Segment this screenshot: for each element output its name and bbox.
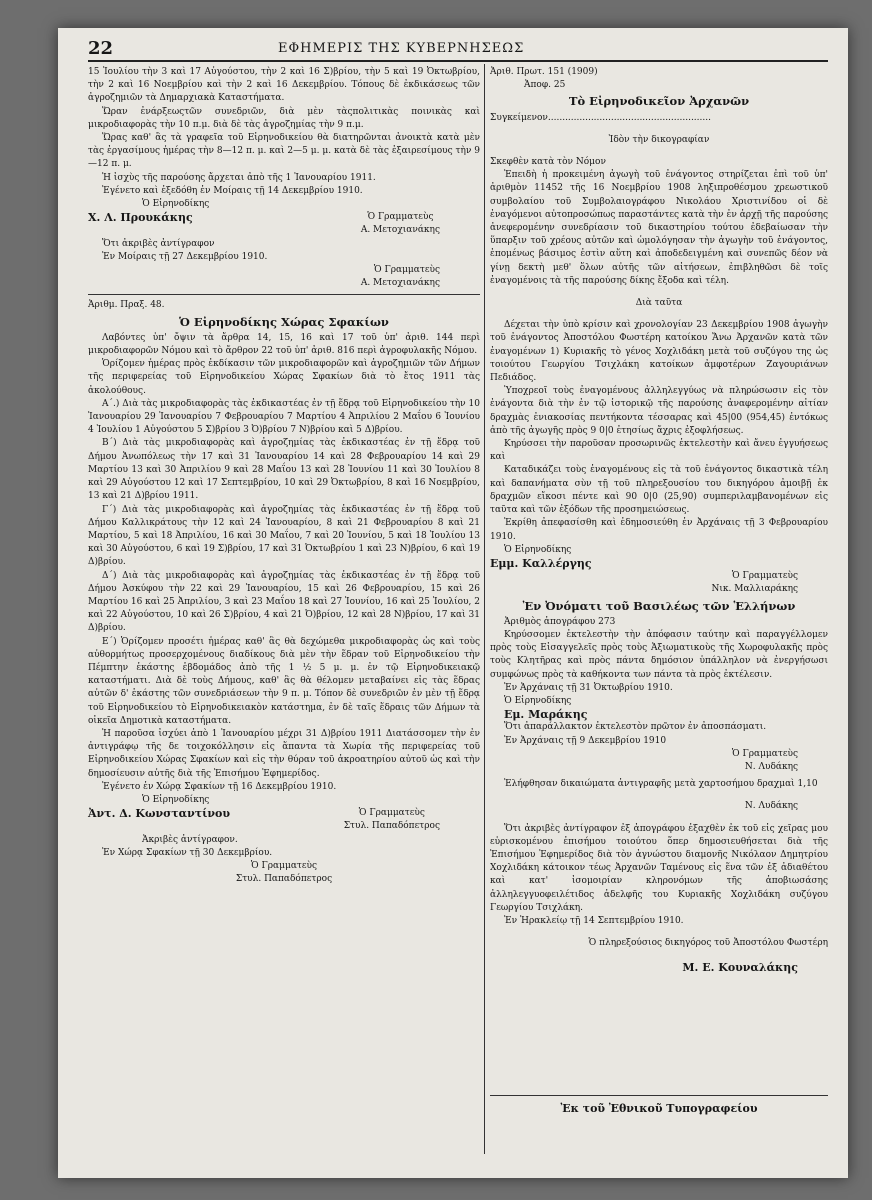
- seen-line: Ἰδὸν τὴν δικογραφίαν: [608, 134, 710, 145]
- stamp-note: Ἐλήφθησαν δικαιώματα ἀντιγραφῆς μετὰ χαρτοσήμου δραχμαὶ 1,10: [504, 779, 818, 790]
- paragraph: Ἡ παροῦσα ἰσχύει ἀπὸ 1 Ἰανουαρίου μέχρι 31 Δ)βρίου 1911 Διατάσσομεν τὴν ἐν ἀντιγράφῳ τῆς δε τοιχοκόλλησιν εἰς ἅπαντα τὰ Χωρία τῆς περιφερείας τοῦ Εἰρηνοδικείου Χώρας Σφακίων καὶ εἰς τὴν θύραν τοῦ ἀκροατηρίου αὐτοῦ ὡς καὶ τὴν δημοσίευσιν αὐτῆς διὰ τῆς Ἐπισήμου Ἐφημερίδος.: [88, 728, 480, 779]
- composed-line: Συγκείμενον.........................................................: [490, 112, 711, 123]
- secretary-block: [344, 807, 480, 833]
- secretary-label: Ὁ Γραμματεὺς: [250, 860, 318, 871]
- printer-footer: Ἐκ τοῦ Ἐθνικοῦ Τυπογραφείου: [490, 1095, 828, 1115]
- secretary-label: Ὁ Γραμματεὺς: [373, 265, 440, 276]
- judge-signature: Χ. Λ. Προυκάκης: [88, 211, 193, 225]
- secretary-block: [361, 211, 480, 237]
- for-these-heading: Διὰ ταῦτα: [635, 298, 683, 309]
- moires-decree: [88, 66, 480, 290]
- secretary-label: Ὁ Γραμματεὺς: [367, 212, 434, 223]
- execution-date: Ἐν Ἀρχάναις τῇ 31 Ὀκτωβρίου 1910.: [504, 682, 673, 693]
- copy-date: Ἐν Ἀρχάναις τῇ 9 Δεκεμβρίου 1910: [504, 735, 667, 746]
- paragraph: Ε΄) Ὁρίζομεν προσέτι ἡμέρας καθ' ἃς θὰ δεχώμεθα μικροδιαφορὰς ὡς καὶ τοὺς αὐθορμήτως προσερχομένους διαδίκους διὰ μὲν τὴν ἕδραν τοῦ Εἰρηνοδικείου τὴν Πέμπτην ἑκάστης ἑβδομάδος ἀπὸ τῆς 1 ½ 5 μ. μ. ἐν τῷ Εἰρηνοδικειακῷ καταστήματι. Διὰ δὲ τοὺς Δήμους, καθ' ἃς θὰ θέλομεν μεταβαίνει εἰς τὰς ἕδρας αὐτῶν δ' ἑκάστης τῶν συνεδριάσεων τὴν 9 π. μ. Τόπον δὲ συνεδριῶν ἐν μὲν τῇ ἕδρᾳ τοῦ Εἰρηνοδικείου τὸ Εἰρηνοδικειακὸν κατάστημα, ἐν δὲ ταῖς ἕδραις τῶν Δήμων τὰ οἰκεῖα Δημοτικὰ καταστήματα.: [88, 636, 480, 726]
- secretary-block: [490, 748, 828, 774]
- secretary-name: Στυλ. Παπαδόπετρος: [235, 874, 333, 885]
- left-column: [88, 66, 480, 886]
- secretary-name: Στυλ. Παπαδόπετρος: [343, 821, 440, 832]
- ruling-number: Ἀποφ. 25: [524, 80, 566, 91]
- judge-signature: Εμ. Μαράκης: [504, 708, 588, 722]
- judge-signature: Εμμ. Καλλέργης: [490, 556, 592, 570]
- attorney-label: Ὁ πληρεξούσιος δικηγόρος τοῦ Ἀποστόλου Φωστέρη: [588, 938, 828, 949]
- judge-signature: Ἀντ. Δ. Κωνσταντίνου: [88, 807, 231, 821]
- ruling-paragraph: Κηρύσσει τὴν παροῦσαν προσωρινῶς ἐκτελεστὴν καὶ ἄνευ ἐγγυήσεως καὶ: [490, 439, 828, 463]
- final-date: Ἐν Ἡρακλείῳ τῇ 14 Σεπτεμβρίου 1910.: [504, 915, 684, 926]
- act-number: Ἀριθμ. Πραξ. 48.: [88, 300, 165, 311]
- secretary-name: Α. Μετοχιανάκης: [360, 278, 440, 289]
- final-paragraph: Ὅτι ἀκριβὲς ἀντίγραφον ἐξ ἀπογράφου ἐξαχθὲν ἐκ τοῦ εἰς χεῖρας μου εὑρισκομένου ἐπισήμου τοιούτου ὅπερ δημοσιευθήσεται διὰ τῆς Ἐπισήμου Ἐφημερίδος διὰ τὸν ἀγνώστου διαμονῆς Νικόλαον Δημητρίου Χοχλιδάκη κάτοικον τέως Ἀρχανῶν Ταμένους εἰς ἕνα τῶν ἐξ ἀδιαθέτου καὶ κατ' ἰσομοιρίαν κληρονόμων τῆς ἀποβιωσάσης ἀλληλεγγυοφειλέτιδος ἀδελφῆς του Κυριακῆς Χοχλιδάκη συζύγου Γεωργίου Τσιχλάκη.: [490, 823, 828, 913]
- right-column: [490, 66, 828, 1115]
- copy-note: Ὅτι ἀπαράλλακτον ἐκτελεστὸν πρῶτον ἐν ἀποσπάσματι.: [504, 722, 767, 733]
- king-heading: Ἐν Ὀνόματι τοῦ Βασιλέως τῶν Ἑλλήνων: [522, 598, 796, 613]
- paragraph: Ἡ ἰσχὺς τῆς παρούσης ἄρχεται ἀπὸ τῆς 1 Ἰανουαρίου 1911.: [102, 172, 376, 183]
- paragraph: Ὁρίζομεν ἡμέρας πρὸς ἐκδίκασιν τῶν μικροδιαφορῶν καὶ ἀγροζημιῶν τῶν Δήμων τῆς περιφερείας τοῦ Εἰρηνοδικείου Χώρας Σφακίων διὰ τὸ ἔτος 1911 τὰς ἀκολούθους.: [88, 359, 480, 396]
- reasoning-paragraph: Ἐπειδὴ ἡ προκειμένη ἀγωγὴ τοῦ ἐνάγοντος στηρίζεται ἐπὶ τοῦ ὑπ' ἀριθμὸν 11452 τῆς 16 Νοεμβρίου 1908 ληξιπροθέσμου χρεωστικοῦ συμβολαίου τοῦ Συμβολαιογράφου Νικολάου Χριστινίδου οἱ δὲ ἐναγόμενοι αὐτοπροσώπως παραστάντες κατὰ τὴν ἐν ἀρχῇ τῆς παρούσης ἀνεφερομένην συνεδρίασιν τοῦ δικαστηρίου τούτου ἐδεβαίωσαν τὴν ὕπαρξιν τοῦ χρέους αὐτῶν καὶ ὡμολόγησαν τὴν ἀγωγὴν τοῦ ἐνάγοντος, ἑπομένως βάσιμος ἐστὶν αὕτη καὶ ἀποδεδειγμένη καὶ συνεπῶς δέον νὰ γίνῃ δεκτὴ μεθ' ὅλων αὐτῆς τῶν αἰτήσεων, ἐπιβληθῶσι δὲ τοῖς ἐναγομένοις τὰ τῆς παρούσης δίκης ἔξοδα καὶ τέλη.: [490, 170, 828, 286]
- judge-label: Ὁ Εἰρηνοδίκης: [504, 695, 572, 706]
- secretary-label: Ὁ Γραμματεὺς: [731, 571, 798, 582]
- secretary-name: Νικ. Μαλλιαράκης: [711, 584, 798, 595]
- paragraph: 15 Ἰουλίου τὴν 3 καὶ 17 Αὐγούστου, τὴν 2 καὶ 16 Σ)βρίου, τὴν 5 καὶ 19 Ὀκτωβρίου, τὴν 2 καὶ 16 Νοεμβρίου καὶ τὴν 2 καὶ 16 Δεκεμβρίου. Τόπους δὲ ἐκδικάσεως τῶν ἀγροζημιῶν τὰ Δημαρχιακὰ Καταστήματα.: [88, 67, 480, 104]
- ruling-paragraph: Ὑποχρεοῖ τοὺς ἐναγομένους ἀλληλεγγύως νὰ πληρώσωσιν εἰς τὸν ἐνάγοντα διὰ τὴν ἐν τῷ ἱστορικῷ τῆς παρούσης ἀναφερομένην αἰτίαν δραχμὰς ἐνιακοσίας πεντήκοντα τέσσαρας καὶ 45|00 (954,45) ἐντόκως ἀπὸ τῆς ἀγωγῆς πρὸς 9 0|0 ἐτησίως ἄχρις ἐξοφλήσεως.: [490, 386, 828, 436]
- decree-heading: Ὁ Εἰρηνοδίκης Χώρας Σφακίων: [179, 314, 389, 329]
- paragraph: Γ΄) Διὰ τὰς μικροδιαφορὰς καὶ ἀγροζημίας τὰς ἐκδικαστέας ἐν τῇ ἕδρᾳ τοῦ Δήμου Καλλικράτους τὴν 12 καὶ 24 Ἰανουαρίου, 8 καὶ 21 Φεβρουαρίου 8 καὶ 21 Μαρτίου, 5 καὶ 18 Ἀπριλίου, 16 καὶ 30 Μαΐου, 7 καὶ 20 Ἰουνίου, 5 καὶ 18 Ἰουλίου 13 καὶ 30 Αὐγούστου, 6 καὶ 19 Σ)βρίου, 17 καὶ 31 Ὀκτωβρίου 1 καὶ 23 Ν)βρίου, 6 καὶ 19 Δ)βρίου.: [88, 504, 480, 568]
- paragraph: Λαβόντες ὑπ' ὄψιν τὰ ἄρθρα 14, 15, 16 καὶ 17 τοῦ ὑπ' ἀριθ. 144 περὶ μικροδιαφορῶν Νόμου καὶ τὸ ἄρθρον 22 τοῦ ὑπ' ἀριθ. 816 περὶ ἀγροφυλακῆς Νόμου.: [88, 332, 480, 357]
- ruling-paragraph: Καταδικάζει τοὺς ἐναγομένους εἰς τὰ τοῦ ἐνάγοντος δικαστικὰ τέλη καὶ δαπανήματα σὺν τῇ τοῦ πληρεξουσίου του δικηγόρου ἀμοιβῇ ἐκ δραχμῶν εἴκοσι πέντε καὶ 90 0|0 (25,90) συμπεριλαμβανομένων εἰς ταῦτα καὶ τῶν ἐξόδων τῆς προσημειώσεως.: [490, 465, 828, 516]
- paragraph: Ἐγένετο καὶ ἐξεδόθη ἐν Μοίραις τῇ 14 Δεκεμβρίου 1910.: [102, 185, 363, 196]
- secretary-block: [490, 570, 828, 596]
- stamp-signature: Ν. Λυδάκης: [744, 801, 798, 812]
- signature-row: [88, 211, 480, 237]
- secretary-block: [88, 264, 480, 290]
- paragraph: Ἐγένετο ἐν Χώρᾳ Σφακίων τῇ 16 Δεκεμβρίου 1910.: [102, 781, 337, 792]
- protocol-number: Ἀριθ. Πρωτ. 151 (1909): [490, 67, 598, 77]
- section-divider: [88, 294, 480, 295]
- judge-label: Ὁ Εἰρηνοδίκης: [142, 199, 210, 210]
- signature-row: [88, 807, 480, 833]
- judge-label: Ὁ Εἰρηνοδίκης: [142, 794, 210, 805]
- archanes-ruling: [490, 66, 828, 1115]
- secretary-label: Ὁ Γραμματεὺς: [731, 748, 798, 759]
- paragraph: Ὥραν ἐνάρξεωςτῶν συνεδριῶν, διὰ μὲν τὰςπολιτικὰς ποινικὰς καὶ μικροδιαφορὰς τὴν 10 π.μ. διὰ δὲ τὰς ἀγροζημίας τὴν 9 π.μ.: [88, 106, 480, 130]
- sfakia-decree: [88, 299, 480, 886]
- considered-line: Σκεφθὲν κατὰ τὸν Νόμον: [490, 157, 606, 168]
- ruling-paragraph: Ἐκρίθη ἀπεφασίσθη καὶ ἐδημοσιεύθη ἐν Ἀρχάναις τῇ 3 Φεβρουαρίου 1910.: [490, 518, 828, 542]
- paragraph: Α΄.) Διὰ τὰς μικροδιαφορὰς τὰς ἐκδικαστέας ἐν τῇ ἕδρᾳ τοῦ Εἰρηνοδικείου τὴν 10 Ἰανουαρίου 29 Ἰανουαρίου 7 Φεβρουαρίου 7 Μαρτίου 4 Ἀπριλίου 2 Μαΐου 6 Ἰουνίου 4 Ἰουλίου 1 Αὐγούστου 5 Σ)βρίου 3 Ὀ)βρίου 7 Ν)βρίου καὶ 5 Δ)βρίου.: [88, 398, 480, 436]
- copy-place-date: Ἐν Μοίραις τῇ 27 Δεκεμβρίου 1910.: [102, 251, 268, 262]
- column-divider: [484, 64, 485, 1154]
- copy-note: Ἀκριβὲς ἀντίγραφον.: [142, 834, 238, 845]
- court-heading: Τὸ Εἰρηνοδικεῖον Ἀρχανῶν: [568, 94, 750, 109]
- copy-place-date: Ἐν Χώρᾳ Σφακίων τῇ 30 Δεκεμβρίου.: [102, 847, 273, 858]
- copy-number: Ἀριθμὸς ἀπογράφου 273: [504, 616, 616, 627]
- gazette-title: ΕΦΗΜΕΡΙΣ ΤΗΣ ΚΥΒΕΡΝΗΣΕΩΣ: [278, 41, 525, 56]
- secretary-name: Ν. Λυδάκης: [744, 761, 798, 772]
- page-header: [88, 36, 828, 62]
- gazette-page: [58, 28, 848, 1178]
- attorney-signature: Μ. Ε. Κουναλάκης: [682, 961, 798, 975]
- secretary-block: [88, 860, 480, 886]
- secretary-label: Ὁ Γραμματεὺς: [358, 808, 425, 819]
- paragraph: Δ΄) Διὰ τὰς μικροδιαφορὰς καὶ ἀγροζημίας τὰς ἐκδικαστέας ἐν τῇ ἕδρᾳ τοῦ Δήμου Ἀσκύφου τὴν 22 καὶ 29 Ἰανουαρίου, 15 καὶ 26 Φεβρουαρίου, 15 καὶ 26 Μαρτίου 16 καὶ 25 Ἀπριλίου, 3 καὶ 23 Μαΐου 18 καὶ 27 Ἰουνίου, 16 καὶ 25 Ἰουλίου, 2 καὶ 22 Αὐγούστου, 10 καὶ 26 Σ)βρίου, 4 καὶ 21 Ὀ)βρίου, 12 καὶ 28 Ν)βρίου, 17 καὶ 31 Δ)βρίου.: [88, 570, 480, 634]
- paragraph: Β΄) Διὰ τὰς μικροδιαφορὰς καὶ ἀγροζημίας τὰς ἐκδικαστέας ἐν τῇ ἕδρᾳ τοῦ Δήμου Ἀνωπόλεως τὴν 17 καὶ 31 Ἰανουαρίου 14 καὶ 28 Φεβρουαρίου 14 καὶ 29 Μαρτίου 13 καὶ 30 Ἀπριλίου 9 καὶ 28 Μαΐου 13 καὶ 28 Ἰουνίου 11 καὶ 30 Ἰουλίου 8 καὶ 29 Αὐγούστου 12 καὶ 17 Σεπτεμβρίου, 10 καὶ 29 Ὀκτωβρίου, 8 καὶ 16 Νοεμβρίου, 13 καὶ 21 Δ)βρίου 1911.: [88, 438, 480, 502]
- secretary-name: Α. Μετοχιανάκης: [360, 225, 440, 236]
- page-number: 22: [88, 38, 114, 59]
- judge-label: Ὁ Εἰρηνοδίκης: [504, 544, 572, 555]
- execution-paragraph: Κηρύσσομεν ἐκτελεστὴν τὴν ἀπόφασιν ταύτην καὶ παραγγέλλομεν πρὸς τοὺς Εἰσαγγελεῖς πρὸς τοὺς Ἀξιωματικοὺς τῆς Χωροφυλακῆς πρὸς τοὺς Κλητῆρας καὶ πρὸς πάντα δημόσιον ὑπάλληλον νὰ ἐνεργήσωσι συμφώνως πρὸς τὰ καθήκοντα των πάντα τὰ πρὸς ἐκτέλεσιν.: [490, 629, 828, 680]
- ruling-paragraph: Δέχεται τὴν ὑπὸ κρίσιν καὶ χρονολογίαν 23 Δεκεμβρίου 1908 ἀγωγὴν τοῦ ἐνάγοντος Ἀποστόλου Φωστέρη κατοίκου Ἄνω Ἀρχανῶν κατὰ τῶν ἐναγομένων 1) Κυριακῆς τὸ γένος Χοχλιδάκη μετὰ τοῦ συζύγου της ὡς τοιούτου Γεωργίου Τσιχλάκη κατοίκων ἀμφοτέρων Ζαγουριάνων Πεδιάδος.: [490, 320, 828, 384]
- paragraph: Ὥρας καθ' ἃς τὰ γραφεῖα τοῦ Εἰρηνοδικείου θὰ διατηρῶνται ἀνοικτὰ κατὰ μὲν τὰς ἐργασίμους ἡμέρας τὴν 8—12 π. μ. καὶ 2—5 μ. μ. κατὰ δὲ τὰς ἑξαιρεσίμους τὴν 9—12 π. μ.: [88, 133, 480, 170]
- copy-note: Ὅτι ἀκριβὲς ἀντίγραφον: [102, 238, 215, 249]
